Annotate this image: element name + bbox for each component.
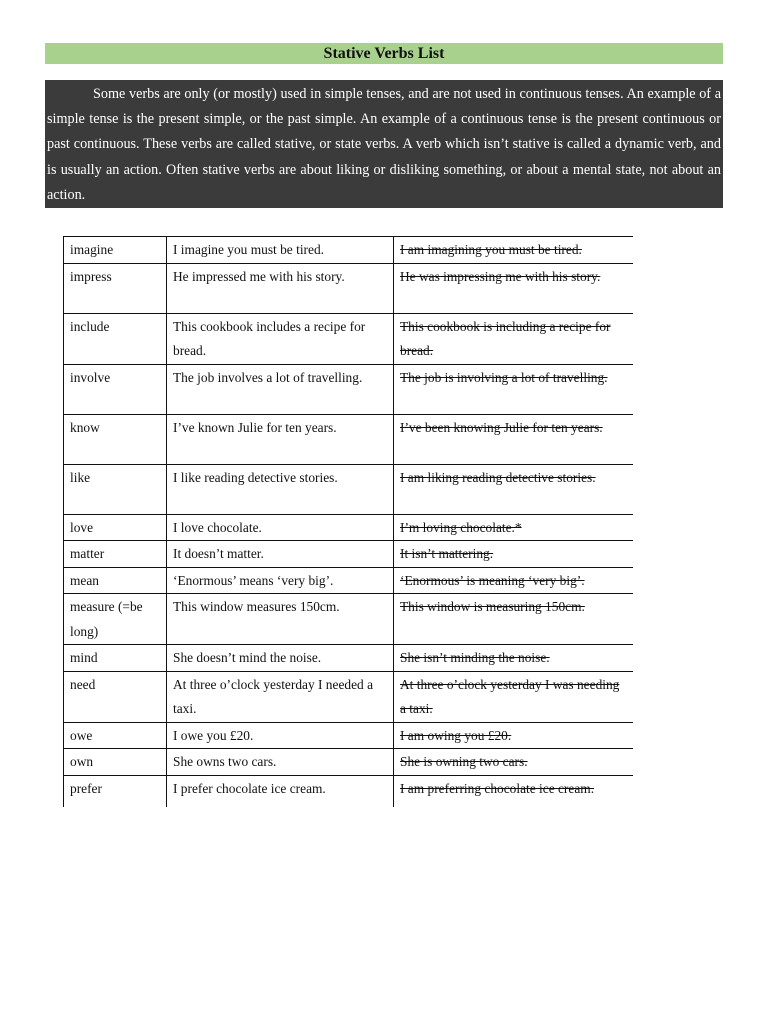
correct-example-cell: At three o’clock yesterday I needed a taxi. bbox=[167, 671, 394, 722]
table-row bbox=[64, 645, 634, 672]
table-row bbox=[64, 464, 634, 514]
verb-cell: involve bbox=[64, 364, 167, 414]
table-row bbox=[64, 775, 634, 807]
table-row bbox=[64, 414, 634, 464]
verb-cell: mean bbox=[64, 567, 167, 594]
table-row bbox=[64, 567, 634, 594]
verb-cell: owe bbox=[64, 722, 167, 749]
table-row bbox=[64, 594, 634, 645]
correct-example-cell: He impressed me with his story. bbox=[167, 263, 394, 313]
incorrect-example-cell: She isn’t minding the noise. bbox=[394, 645, 634, 672]
incorrect-example-cell: ‘Enormous’ is meaning ‘very big’. bbox=[394, 567, 634, 594]
correct-example-cell: I like reading detective stories. bbox=[167, 464, 394, 514]
correct-example-cell: I prefer chocolate ice cream. bbox=[167, 775, 394, 807]
verbs-table-container bbox=[63, 236, 633, 807]
verbs-table bbox=[63, 236, 633, 807]
incorrect-example-cell: I’ve been knowing Julie for ten years. bbox=[394, 414, 634, 464]
verb-cell: own bbox=[64, 749, 167, 776]
verb-cell: prefer bbox=[64, 775, 167, 807]
intro-box bbox=[45, 80, 723, 208]
incorrect-example-cell: This cookbook is including a recipe for bread. bbox=[394, 313, 634, 364]
table-row bbox=[64, 237, 634, 264]
incorrect-example-cell: I am owing you £20. bbox=[394, 722, 634, 749]
verb-cell: matter bbox=[64, 541, 167, 568]
incorrect-example-cell: At three o’clock yesterday I was needing a taxi. bbox=[394, 671, 634, 722]
verb-cell: include bbox=[64, 313, 167, 364]
incorrect-example-cell: I’m loving chocolate.* bbox=[394, 514, 634, 541]
incorrect-example-cell: I am imagining you must be tired. bbox=[394, 237, 634, 264]
table-row bbox=[64, 671, 634, 722]
table-row bbox=[64, 364, 634, 414]
verb-cell: need bbox=[64, 671, 167, 722]
incorrect-example-cell: The job is involving a lot of travelling. bbox=[394, 364, 634, 414]
correct-example-cell: She owns two cars. bbox=[167, 749, 394, 776]
page-title: Stative Verbs List bbox=[45, 43, 723, 64]
table-row bbox=[64, 263, 634, 313]
correct-example-cell: This window measures 150cm. bbox=[167, 594, 394, 645]
verb-cell: know bbox=[64, 414, 167, 464]
table-row bbox=[64, 514, 634, 541]
verb-cell: imagine bbox=[64, 237, 167, 264]
table-row bbox=[64, 313, 634, 364]
correct-example-cell: I owe you £20. bbox=[167, 722, 394, 749]
table-row bbox=[64, 722, 634, 749]
verb-cell: measure (=be long) bbox=[64, 594, 167, 645]
verb-cell: love bbox=[64, 514, 167, 541]
incorrect-example-cell: I am liking reading detective stories. bbox=[394, 464, 634, 514]
table-row bbox=[64, 749, 634, 776]
verb-cell: impress bbox=[64, 263, 167, 313]
correct-example-cell: ‘Enormous’ means ‘very big’. bbox=[167, 567, 394, 594]
correct-example-cell: It doesn’t matter. bbox=[167, 541, 394, 568]
incorrect-example-cell: I am preferring chocolate ice cream. bbox=[394, 775, 634, 807]
correct-example-cell: She doesn’t mind the noise. bbox=[167, 645, 394, 672]
incorrect-example-cell: She is owning two cars. bbox=[394, 749, 634, 776]
incorrect-example-cell: He was impressing me with his story. bbox=[394, 263, 634, 313]
correct-example-cell: The job involves a lot of travelling. bbox=[167, 364, 394, 414]
correct-example-cell: This cookbook includes a recipe for bread. bbox=[167, 313, 394, 364]
correct-example-cell: I’ve known Julie for ten years. bbox=[167, 414, 394, 464]
table-row bbox=[64, 541, 634, 568]
incorrect-example-cell: This window is measuring 150cm. bbox=[394, 594, 634, 645]
intro-paragraph: Some verbs are only (or mostly) used in simple tenses, and are not used in continuous tenses. An example of a simple tense is the present simple, or the past simple. An example of a continuous tense is the present continuous or past continuous. These verbs are called stative, or state verbs. A verb which isn’t stative is called a dynamic verb, and is usually an action. Often stative verbs are about liking or disliking something, or about a mental state, not about an action. bbox=[47, 86, 721, 203]
verb-cell: mind bbox=[64, 645, 167, 672]
incorrect-example-cell: It isn’t mattering. bbox=[394, 541, 634, 568]
verb-cell: like bbox=[64, 464, 167, 514]
correct-example-cell: I love chocolate. bbox=[167, 514, 394, 541]
correct-example-cell: I imagine you must be tired. bbox=[167, 237, 394, 264]
